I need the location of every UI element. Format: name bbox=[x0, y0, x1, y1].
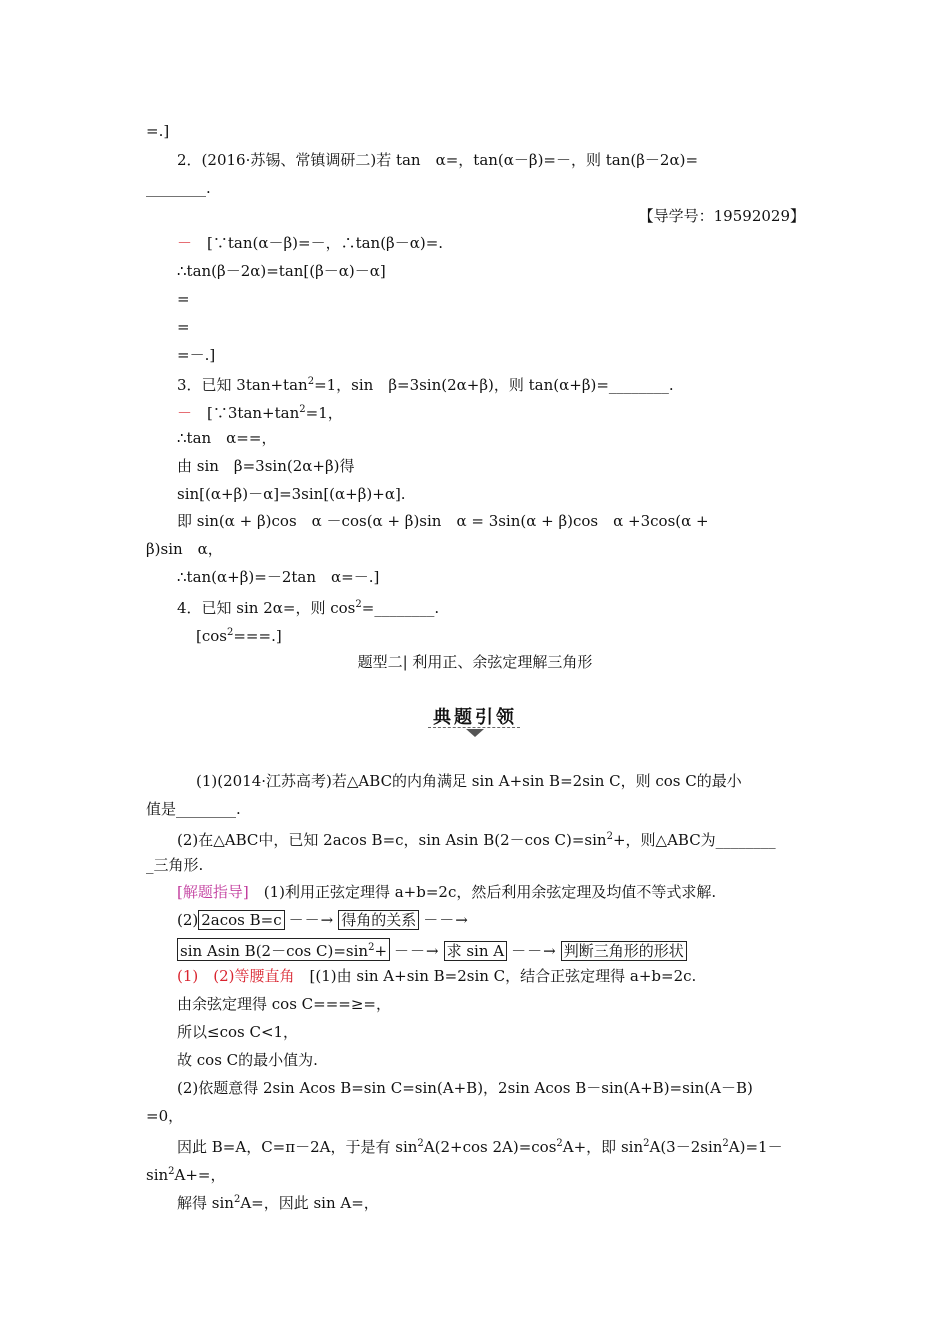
superscript: 2 bbox=[226, 627, 234, 638]
text-line: 值是________. bbox=[146, 800, 241, 818]
text-span: [cos bbox=[196, 627, 227, 645]
text-span: 解得 sin bbox=[177, 1194, 234, 1212]
superscript: 2 bbox=[233, 1194, 241, 1205]
text-span: A=，因此 sin A=， bbox=[240, 1194, 379, 1212]
superscript: 2 bbox=[606, 831, 613, 842]
text-line bbox=[146, 1162, 226, 1185]
arrow-icon: －－→ bbox=[423, 911, 469, 929]
text-span: =1，sin β=3sin(2α+β)，则 tan(α+β)=________. bbox=[314, 376, 674, 394]
answer-mark: － bbox=[177, 234, 193, 252]
text-span: A+，即 sin bbox=[562, 1138, 644, 1156]
text-span: [(1)由 sin A+sin B=2sin C，结合正弦定理得 a+b=2c. bbox=[294, 967, 697, 985]
guide-number: 【导学号：19592029】 bbox=[638, 207, 805, 225]
text-span: (2) bbox=[177, 911, 199, 929]
text-line: (1)(2014·江苏高考)若△ABC的内角满足 sin A+sin B=2sin C，则 cos C的最小 bbox=[196, 772, 742, 790]
text-line: =.] bbox=[146, 122, 170, 140]
text-line: 所以≤cos C<1， bbox=[177, 1023, 299, 1041]
text-span: A+=， bbox=[174, 1166, 226, 1184]
text-line: ∴tan α==， bbox=[177, 429, 277, 447]
superscript: 2 bbox=[307, 376, 315, 387]
superscript: 2 bbox=[168, 1166, 175, 1177]
flow-box: 判断三角形的形状 bbox=[561, 941, 687, 961]
superscript: 2 bbox=[355, 599, 362, 610]
superscript: 2 bbox=[643, 1138, 650, 1149]
text-line bbox=[177, 595, 439, 618]
text-line bbox=[196, 623, 282, 646]
text-span: +，则△ABC为________ bbox=[612, 831, 776, 849]
text-span: A(3－2sin bbox=[649, 1138, 723, 1156]
heading-triangle-icon bbox=[466, 729, 484, 737]
text-line: = bbox=[177, 318, 190, 336]
text-line bbox=[177, 233, 443, 253]
heading-underline bbox=[428, 727, 520, 728]
text-line bbox=[177, 966, 696, 986]
text-line: 由 sin β=3sin(2α+β)得 bbox=[177, 457, 355, 475]
text-span: =1， bbox=[305, 404, 343, 422]
text-line bbox=[177, 827, 776, 850]
text-line: =0， bbox=[146, 1107, 184, 1125]
answer-mark: － bbox=[177, 404, 193, 422]
text-line: 故 cos C的最小值为. bbox=[177, 1051, 318, 1069]
text-span: + bbox=[374, 942, 388, 960]
arrow-icon: －－→ bbox=[394, 942, 440, 960]
text-span: 因此 B=A，C=π－2A，于是有 sin bbox=[177, 1138, 418, 1156]
flow-box bbox=[177, 938, 390, 961]
text-span: A)=1－ bbox=[728, 1138, 783, 1156]
text-line: sin[(α+β)－α]=3sin[(α+β)+α]. bbox=[177, 485, 406, 503]
text-line bbox=[177, 1134, 783, 1157]
text-line: ∴tan(β－2α)=tan[(β－α)－α] bbox=[177, 262, 386, 280]
text-span: (1)利用正弦定理得 a+b=2c，然后利用余弦定理及均值不等式求解. bbox=[248, 883, 717, 901]
text-span: (2)在△ABC中，已知 2acos B=c，sin Asin B(2－cos C)=sin bbox=[177, 831, 607, 849]
superscript: 2 bbox=[722, 1138, 729, 1149]
text-span: A(2+cos 2A)=cos bbox=[423, 1138, 557, 1156]
text-line: = bbox=[177, 290, 190, 308]
text-span: sin Asin B(2－cos C)=sin bbox=[180, 942, 369, 960]
text-line bbox=[177, 372, 674, 395]
superscript: 2 bbox=[368, 942, 375, 953]
text-line: 2．(2016·苏锡、常镇调研二)若 tan α=，tan(α－β)=－，则 tan(β－2α)= bbox=[177, 151, 699, 169]
text-line: (2)依题意得 2sin Acos B=sin C=sin(A+B)，2sin Acos B－sin(A+B)=sin(A－B) bbox=[177, 1079, 753, 1097]
text-line: ∴tan(α+β)=－2tan α=－.] bbox=[177, 568, 380, 586]
heading-title: 典题引领 bbox=[433, 707, 517, 728]
flow-box: 2acos B=c bbox=[198, 910, 284, 930]
text-line: 即 sin(α + β)cos α －cos(α + β)sin α = 3sin(α + β)cos α +3cos(α + bbox=[177, 512, 709, 530]
text-line: β)sin α， bbox=[146, 540, 223, 558]
superscript: 2 bbox=[556, 1138, 563, 1149]
hint-tag: [解题指导] bbox=[177, 883, 249, 901]
flow-box: 求 sin A bbox=[444, 941, 508, 961]
arrow-icon: －－→ bbox=[288, 911, 335, 929]
flow-box: 得角的关系 bbox=[338, 910, 419, 930]
arrow-icon: －－→ bbox=[511, 942, 557, 960]
text-span: sin bbox=[146, 1166, 169, 1184]
superscript: 2 bbox=[417, 1138, 424, 1149]
flow-line bbox=[177, 938, 687, 961]
text-line bbox=[177, 400, 343, 423]
text-line: =－.] bbox=[177, 346, 216, 364]
text-line bbox=[177, 1190, 379, 1213]
text-span: [∵3tan+tan bbox=[192, 404, 300, 422]
answer-text: (1) (2)等腰直角 bbox=[177, 967, 295, 985]
superscript: 2 bbox=[299, 404, 306, 415]
text-line: 由余弦定理得 cos C===≥=， bbox=[177, 995, 391, 1013]
text-line bbox=[177, 882, 716, 902]
text-span: [∵tan(α－β)=－，∴tan(β－α)=. bbox=[192, 234, 444, 252]
text-line: ________. bbox=[146, 179, 211, 197]
flow-line bbox=[177, 910, 473, 930]
text-line: _三角形. bbox=[146, 856, 204, 874]
text-span: =________. bbox=[361, 599, 440, 617]
text-span: 3．已知 3tan+tan bbox=[177, 376, 308, 394]
text-span: 4．已知 sin 2α=，则 cos bbox=[177, 599, 356, 617]
text-span: ===.] bbox=[233, 627, 282, 645]
section-title: 题型二| 利用正、余弦定理解三角形 bbox=[357, 653, 593, 671]
